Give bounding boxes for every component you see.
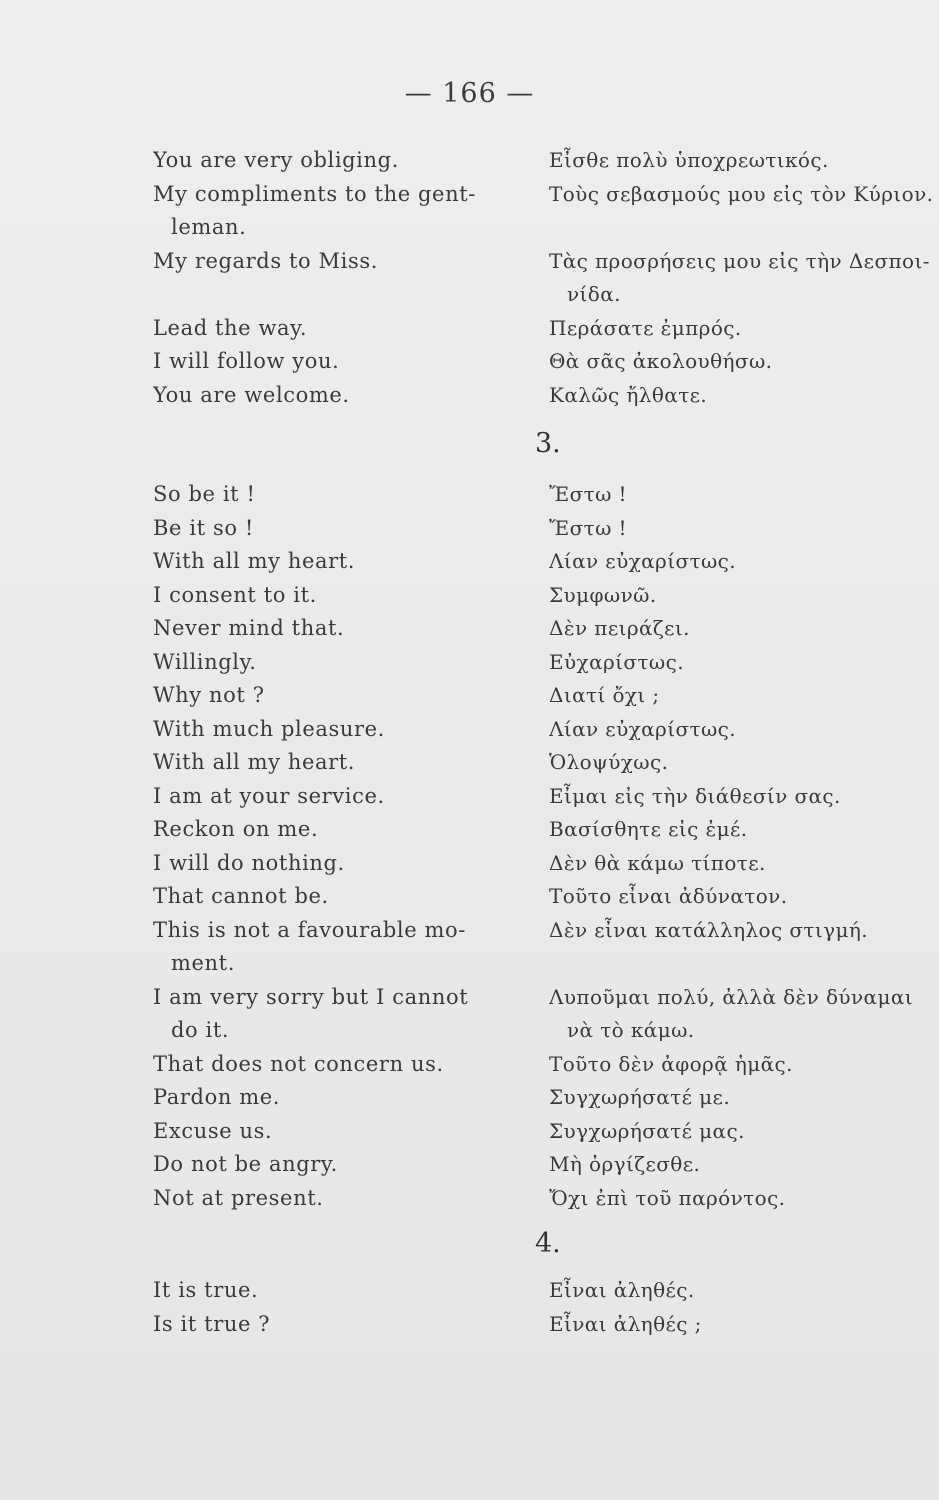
greek-phrase: Εἶσθε πολὺ ὑποχρεωτικός. [549,148,829,172]
english-phrase: Be it so ! [153,515,254,540]
section-number-4: 4. [535,1228,561,1259]
greek-phrase: Λίαν εὐχαρίστως. [549,716,737,741]
greek-phrase: Λίαν εὐχαρίστως. [549,549,737,573]
english-phrase: I will do nothing. [153,850,345,875]
greek-phrase: Ὁλοψύχως. [549,750,669,774]
greek-phrase: Τοῦτο δὲν ἀφορᾷ ἡμᾶς. [549,1051,793,1076]
greek-phrase: Δὲν πειράζει. [549,616,690,640]
english-phrase: My compliments to the gent- [153,181,476,206]
english-phrase: Never mind that. [153,616,345,640]
greek-phrase-blank [549,211,937,245]
greek-phrase: Ὄχι ἐπὶ τοῦ παρόντος. [549,1185,786,1210]
english-phrase-continuation: ment. [171,951,235,975]
english-phrase: Do not be angry. [153,1152,338,1176]
greek-phrase: Συγχωρήσατέ μας. [549,1118,745,1143]
greek-phrase: Περάσατε ἐμπρός. [549,315,742,340]
english-phrase: It is true. [153,1278,259,1302]
greek-phrase: Τοῦτο εἶναι ἀδύνατον. [549,884,788,908]
greek-phrase: Ἔστω ! [549,482,627,506]
english-phrase: With all my heart. [153,549,356,573]
english-phrase: So be it ! [153,482,256,506]
english-phrase: This is not a favourable mo- [153,917,466,942]
english-column-block1 [153,144,533,412]
english-phrase: That cannot be. [153,884,329,908]
english-column-block2 [153,478,533,1215]
greek-column-block1 [549,144,937,412]
greek-phrase-blank [549,947,937,981]
english-phrase: You are welcome. [153,382,350,407]
english-phrase: Is it true ? [153,1311,271,1336]
greek-phrase: Διατί ὄχι ; [549,683,660,707]
english-phrase: Pardon me. [153,1085,281,1109]
english-phrase: With much pleasure. [153,716,385,741]
greek-column-block3 [549,1274,937,1341]
english-phrase: My regards to Miss. [153,248,379,273]
greek-phrase: Λυποῦμαι πολύ, ἀλλὰ δὲν δύναμαι [549,984,914,1009]
greek-column-block2 [549,478,937,1215]
english-phrase: That does not concern us. [153,1051,444,1076]
greek-phrase: Βασίσθητε εἰς ἐμέ. [549,817,748,841]
greek-phrase: Τὰς προσρήσεις μου εἰς τὴν Δεσποι- [549,248,930,273]
page-number: — 166 — [404,78,535,109]
english-phrase: With all my heart. [153,750,356,774]
english-phrase: I am at your service. [153,783,385,808]
english-phrase-continuation: do it. [171,1018,230,1042]
english-phrase-continuation: leman. [171,215,247,239]
english-phrase: I will follow you. [153,349,340,373]
greek-phrase: Δὲν εἶναι κατάλληλος στιγμή. [549,917,868,942]
greek-phrase: Συγχωρήσατέ με. [549,1085,731,1109]
greek-phrase: Εἶναι ἀληθές. [549,1278,695,1302]
english-phrase: Lead the way. [153,315,308,340]
greek-phrase: Θὰ σᾶς ἀκολουθήσω. [549,349,773,373]
english-phrase: Excuse us. [153,1118,273,1143]
greek-phrase: Μὴ ὀργίζεσθε. [549,1152,701,1176]
greek-phrase: Εὐχαρίστως. [549,649,684,674]
greek-phrase-continuation: νὰ τὸ κάμω. [567,1018,695,1042]
greek-phrase: Δὲν θὰ κάμω τίποτε. [549,850,766,875]
english-phrase-blank [153,278,533,312]
greek-phrase: Εἶμαι εἰς τὴν διάθεσίν σας. [549,783,841,808]
greek-phrase: Ἔστω ! [549,515,627,540]
section-number-3: 3. [535,428,561,459]
english-column-block3 [153,1274,533,1341]
english-phrase: Reckon on me. [153,817,319,841]
english-phrase: Willingly. [153,649,257,674]
greek-phrase: Καλῶς ἤλθατε. [549,382,708,407]
english-phrase: I consent to it. [153,582,317,607]
greek-phrase: Τοὺς σεβασμούς μου εἰς τὸν Κύριον. [549,181,934,206]
english-phrase: I am very sorry but I cannot [153,984,469,1009]
greek-phrase: Συμφωνῶ. [549,582,657,607]
english-phrase: Why not ? [153,683,265,707]
english-phrase: You are very obliging. [153,148,399,172]
greek-phrase: Εἶναι ἀληθές ; [549,1311,702,1336]
english-phrase: Not at present. [153,1185,324,1210]
greek-phrase-continuation: νίδα. [567,282,621,306]
